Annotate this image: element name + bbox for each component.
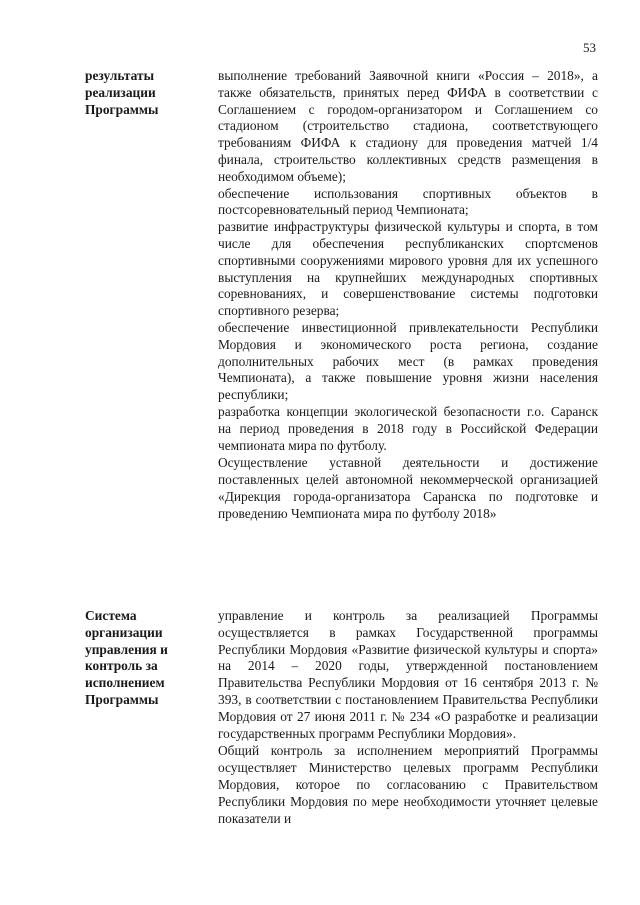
content-paragraph: обеспечение инвестиционной привлекательности Республики Мордовия и экономического роста региона, создание дополнительных рабочих мест (в рамках проведения Чемпионата), а также повышение уровня жизни населения республики; [218,319,598,403]
row-label-line: организации [85,624,163,640]
row-label-line: Система [85,608,137,623]
content-paragraph: развитие инфраструктуры физической культуры и спорта, в том числе для обеспечения республиканских спортсменов спортивными сооружениями мирового уровня для их успешного выступления на крупнейших международных спортивных соревнованиях, и совершенствование системы подготовки спортивного резерва; [218,219,598,319]
row-label-line: Программы [85,691,159,707]
row-content [218,608,598,827]
row-label-line: результаты [85,68,155,83]
content-paragraph: Осуществление уставной деятельности и достижение поставленных целей автономной некоммерческой организацией «Дирекция города-организатора Саранска по подготовке и проведению Чемпионата мира по футболу 2018» [218,455,598,521]
row-label-line: управления и [85,641,168,657]
content-paragraph: выполнение требований Заявочной книги «Россия – 2018», а также обязательств, принятых перед ФИФА в соответствии с Соглашением с городом-организатором и Соглашением со стадионом (строительство стадиона, соответствующего требованиям ФИФА к стадиону для проведения матчей 1/4 финала, строительство коллективных средств размещения в необходимом объеме); [218,68,598,184]
content-paragraph: разработка концепции экологической безопасности г.о. Саранск на период проведения в 2018 году в Российской Федерации чемпионата мира по футболу. [218,403,598,453]
row-label-line: Программы [85,101,159,117]
row-label-line: исполнением [85,675,165,691]
row-label [85,68,197,118]
row-content [218,68,598,523]
page-number: 53 [583,40,596,55]
row-label-line: реализации [85,84,156,100]
content-paragraph: управление и контроль за реализацией Программы осуществляется в рамках Государственной программы Республики Мордовия «Развитие физической культуры и спорта» на 2014 – 2020 годы, утвержденной постановлением Правительства Республики Мордовия от 16 сентября 2013 г. № 393, в соответствии с постановлением Правительства Республики Мордовия от 27 июня 2011 г. № 234 «О разработке и реализации государственных программ Республики Мордовия». [218,608,598,741]
row-label [85,608,197,709]
row-label-line: контроль за [85,658,158,674]
content-paragraph: Общий контроль за исполнением мероприятий Программы осуществляет Министерство целевых программ Республики Мордовия, которое по согласованию с Правительством Республики Мордовия по мере необходимости уточняет целевые показатели и [218,743,598,826]
content-paragraph: обеспечение использования спортивных объектов в постсоревновательный период Чемпионата; [218,185,598,218]
